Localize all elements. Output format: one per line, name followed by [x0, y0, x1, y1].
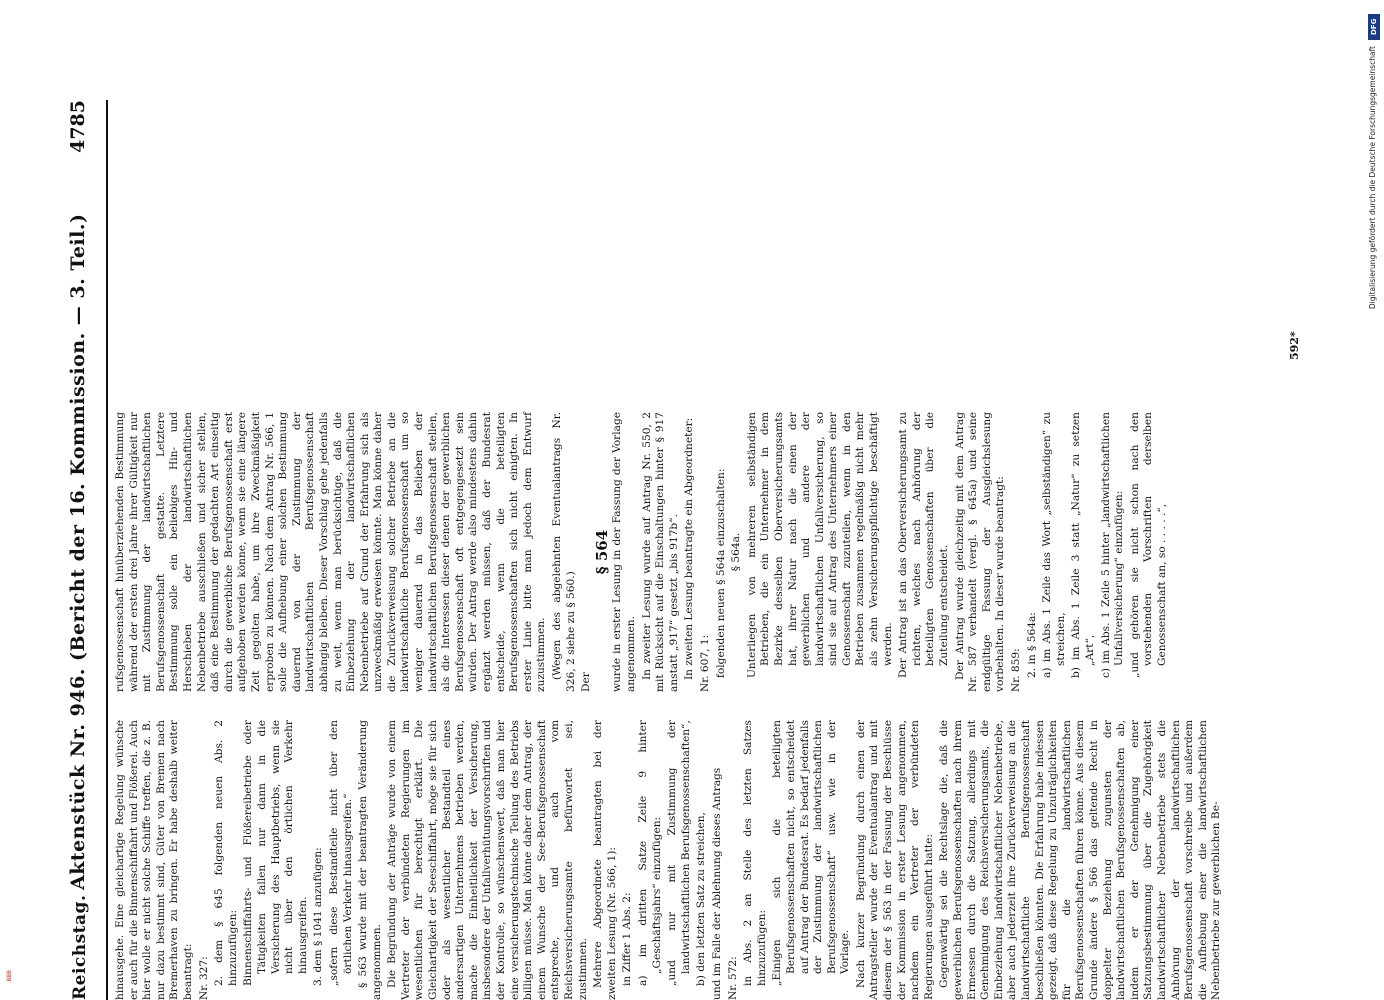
paragraph: Gegenwärtig sei die Rechtslage die, daß die gewerblichen Berufsgenossenschaften nach ihrem Ermessen durch die Satzung, allerdings mit Genehmigung des Reichsversicherungsamts, die Einbeziehung landwirtschaftlicher Nebenbetriebe, aber auch jederzeit ihre Zurückverweisung an die landwirtschaftliche Berufsgenossenschaft beschließen könnten. Die Erfahrung habe indessen gezeigt, daß diese Regelung zu Unzuträglichkeiten für die landwirtschaftlichen Berufsgenossenschaften führen könne. Aus diesem Grunde ändere § 566 das geltende Recht in doppelter Beziehung zugunsten der landwirtschaftlichen Berufsgenossenschaften ab, indem er der Genehmigung einer Satzungsbestimmung über die Zugehörigkeit landwirtschaftlicher Nebenbetriebe stets die Anhörung der landwirtschaftlichen Berufsgenossenschaft vorschreibe und außerdem die Aufhebung einer die landwirtschaftlichen Nebenbetriebe zur gewerblichen Be-	[938, 720, 1223, 1000]
paragraph: 2. dem § 645 folgenden neuen Abs. 2 hinzuzufügen:	[213, 720, 239, 986]
paragraph: Nr. 327:	[197, 956, 210, 1000]
paragraph: Der Antrag ist an das Oberversicherungsamt zu richten, welches nach Anhörung der beteiligten Genossenschaften über die Zuteilung entscheidet.	[897, 412, 951, 678]
header-reichstag: Reichstag.	[70, 894, 90, 1000]
paragraph: Binnenschiffahrts- und Flößereibetriebe oder Tätigkeiten fallen nur dann in die Versicherung des Hauptbetriebs, wenn sie nicht über den örtlichen Verkehr hinausgreifen.	[242, 720, 309, 986]
paragraph: wurde in erster Lesung in der Fassung der Vorlage angenommen.	[611, 412, 637, 692]
paragraph: 2. in § 564a:	[1025, 612, 1038, 678]
paragraph: in Abs. 2 an Stelle des letzten Satzes hinzuzufügen:	[742, 720, 768, 986]
paragraph: folgenden neuen § 564a einzuschalten:	[714, 468, 727, 678]
paragraph: Unterliegen von mehreren selbständigen Betrieben, die ein Unternehmer in dem Bezirke desselben Oberversicherungsamts hat, ihrer Natur nach die einen der gewerblichen und andere der landwirtschaftlichen Unfallversicherung, so sind sie auf Antrag des Unternehmers einer Genossenschaft zuzuteilen, wenn in den Betrieben zusammen regelmäßig nicht mehr als zehn Versicherungspflichtige beschäftigt werden.	[745, 412, 894, 678]
section-heading-564: § 564	[592, 529, 611, 575]
paragraph: Mehrere Abgeordnete beantragten bei der zweiten Lesung (Nr. 566, 1):	[592, 720, 618, 1000]
paragraph: In zweiter Lesung wurde auf Antrag Nr. 550, 2 mit Rücksicht auf die Einschaltungen hinter § 917 anstatt „917“ gesetzt „bis 917b“.	[640, 412, 680, 692]
paragraph: „Einigen sich die beteiligten Berufsgenossenschaften nicht, so entscheidet auf Antrag der Bundesrat. Es bedarf jedenfalls der Zustimmung der landwirtschaftlichen Berufsgenossenschaft“ usw. wie in der Vorlage.	[771, 720, 852, 986]
header-page-number: 4785	[67, 100, 89, 153]
paragraph: „und nur mit Zustimmung der landwirtschaftlichen Berufsgenossenschaften“,	[666, 720, 692, 986]
digitization-note: Digitalisierung gefördert durch die Deutsche Forschungsgemeinschaft	[1368, 46, 1377, 310]
rotated-document-sheet	[60, 100, 1300, 1000]
paragraph: Nr. 572:	[726, 956, 739, 1000]
digitization-sidebar	[1368, 6, 1382, 1000]
paragraph: 3. dem § 1041 anzufügen:	[312, 847, 325, 986]
paragraph: Nr. 607, 1:	[698, 634, 711, 692]
paragraph: (Wegen des abgelehnten Eventualantrags Nr. 326, 2 siehe zu § 560.)	[551, 412, 577, 692]
paragraph: Die Begründung der Anträge wurde von einem Vertreter der verbündeten Regierungen im wesentlichen für berechtigt erklärt. Die Gleichartigkeit der Seeschiffahrt, möge sie für sich oder als wesentlicher Bestandteil eines andersartigen Unternehmens betrieben werden, mache die Einheitlichkeit der Versicherung, insbesondere der Unfallverhütungsvorschriften und der Kontrolle, so wünschenswert, daß man hier eine versicherungstechnische Teilung des Betriebs billigen müsse. Man könne daher dem Antrag, der einem Wunsche der See-Berufsgenossenschaft entspreche, und auch vom Reichsversicherungsamte befürwortet sei, zustimmen.	[386, 720, 589, 1000]
dfg-logo-icon: DFG	[1368, 14, 1380, 40]
paragraph: a) im Abs. 1 Zeile das Wort „selbständigen“ zu streichen,	[1041, 412, 1067, 678]
text-column-1	[114, 720, 1226, 1000]
paragraph: In zweiten Lesung beantragte ein Abgeordneter:	[683, 417, 696, 680]
paragraph: „sofern diese Bestandteile nicht über den örtlichen Verkehr hinausgreifen.“	[327, 720, 354, 986]
section-heading-564a: § 564a.	[730, 532, 743, 572]
paragraph: hinausgehe. Eine gleichartige Regelung wünsche er auch für die Binnenschiffahrt und Flößerei. Auch hier wolle er nicht solche Schiffe treffen, die z. B. nur dazu bestimmt sind, Güter von Bremen nach Bremerhaven zu bringen. Er habe deshalb weiter beantragt:	[114, 720, 194, 1000]
paragraph: a) im dritten Satze Zeile 9 hinter „Geschäftsjahrs“ einzufügen:	[636, 720, 663, 986]
paragraph: rufsgenossenschaft hinüberziehenden Bestimmung während der ersten drei Jahre ihrer Gültigkeit nur mit Zustimmung der landwirtschaftlichen Berufsgenossenschaft gestatte. Letztere Bestimmung solle ein beliebiges Hin- und Herschieben der landwirtschaftlichen Nebenbetriebe ausschließen und sicher stellen, daß eine Bestimmung der gedachten Art einseitig durch die gewerbliche Berufsgenossenschaft erst aufgehoben werden könne, wenn sie eine längere Zeit gegolten habe, um ihre Zweckmäßigkeit erproben zu können. Nach dem Antrag Nr. 566, 1 solle die Aufhebung einer solchen Bestimmung dauernd von der Zustimmung der landwirtschaftlichen Berufsgenossenschaft abhängig bleiben. Dieser Vorschlag gehe jedenfalls zu weit, wenn man berücksichtige, daß die Einbeziehung der landwirtschaftlichen Nebenbetriebe auf Grund der Erfahrung sich als unzweckmäßig erweisen könnte. Man könne daher die Zurückverweisung solcher Betriebe an die landwirtschaftliche Berufsgenossenschaft um so weniger dauernd in das Belieben der landwirtschaftlichen Berufsgenossenschaft stellen, als die Interessen dieser denen der gewerblichen Berufsgenossenschaft oft entgegengesetzt sein würden. Der Antrag werde also mindestens dahin ergänzt werden müssen, daß der Bundesrat entscheide, wenn die beteiligten Berufsgenossenschaften sich nicht einigten. In erster Linie bitte man jedoch dem Entwurf zuzustimmen.	[114, 412, 548, 692]
paragraph: Der Antrag wurde gleichzeitig mit dem Antrag Nr. 587 verhandelt (vergl. § 645a) und seine endgültige Fassung der Ausgleichslesung vorbehalten. In dieser wurde beantragt:	[953, 412, 1007, 692]
paragraph: in Ziffer 1 Abs. 2:	[621, 892, 634, 986]
page-header	[60, 100, 108, 1000]
paragraph: Nr. 859:	[1010, 648, 1022, 692]
corner-mark: 888	[6, 970, 13, 982]
paragraph: § 563 wurde mit der beantragten Veränderung angenommen.	[357, 720, 383, 1000]
paragraph: „und gehören sie nicht schon nach den vorstehenden Vorschriften derselben Genossenschaft an, so . . . . .“,	[1128, 412, 1168, 678]
paragraph: Nach kurzer Begründung durch einen der Antragsteller wurde der Eventualantrag und mit diesem der § 563 in der Fassung der Beschlüsse der Kommission in erster Lesung angenommen, nachdem ein Vertreter der verbündeten Regierungen ausgeführt hatte:	[854, 720, 935, 1000]
paragraph: und im Falle der Ablehnung dieses Antrags	[710, 767, 723, 1000]
text-column-2	[114, 412, 1172, 692]
paragraph: b) im Abs. 1 Zeile 3 statt „Natur“ zu setzen „Art“,	[1070, 412, 1096, 678]
sheet-number: 592*	[1288, 331, 1301, 360]
header-title: Aktenstück Nr. 946. (Bericht der 16. Kommission. — 3. Teil.)	[67, 213, 89, 890]
paragraph: b) den letzten Satz zu streichen,	[695, 812, 708, 986]
paragraph: Der	[580, 672, 593, 692]
paragraph: c) im Abs. 1 Zeile 5 hinter „landwirtschaftlichen Unfallversicherung“ einzufügen:	[1099, 412, 1126, 678]
